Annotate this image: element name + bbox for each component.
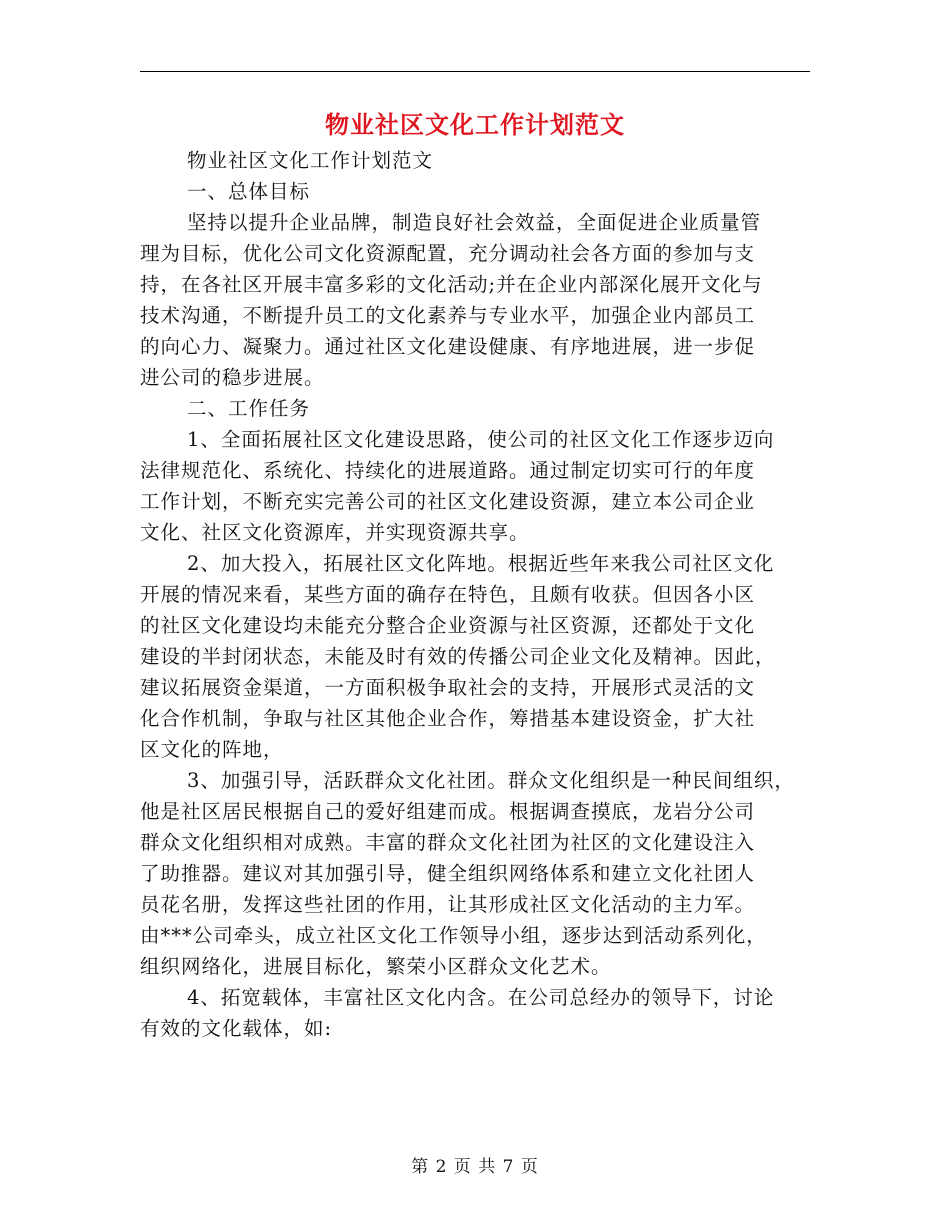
body-line: 开展的情况来看，某些方面的确存在特色，且颇有收获。但因各小区 <box>140 583 756 606</box>
body-line: 组织网络化，进展目标化，繁荣小区群众文化艺术。 <box>140 955 612 978</box>
body-line: 理为目标，优化公司文化资源配置，充分调动社会各方面的参加与支 <box>140 242 756 265</box>
body-line: 建议拓展资金渠道，一方面积极争取社会的支持，开展形式灵活的文 <box>140 676 756 699</box>
body-line: 持，在各社区开展丰富多彩的文化活动;并在企业内部深化展开文化与 <box>140 273 763 296</box>
body-line: 进公司的稳步进展。 <box>140 366 325 389</box>
body-line: 的向心力、凝聚力。通过社区文化建设健康、有序地进展，进一步促 <box>140 335 756 358</box>
body-line: 他是社区居民根据自己的爱好组建而成。根据调查摸底，龙岩分公司 <box>140 800 756 823</box>
body-line: 了助推器。建议对其加强引导，健全组织网络体系和建立文化社团人 <box>140 862 756 885</box>
body-line: 4、拓宽载体，丰富社区文化内含。在公司总经办的领导下，讨论 <box>187 986 775 1009</box>
body-line: 二、工作任务 <box>187 397 311 420</box>
body-line: 工作计划，不断充实完善公司的社区文化建设资源，建立本公司企业 <box>140 490 756 513</box>
body-line: 化合作机制，争取与社区其他企业合作，筹措基本建设资金，扩大社 <box>140 707 756 730</box>
body-line: 有效的文化载体，如: <box>140 1017 333 1040</box>
body-line: 物业社区文化工作计划范文 <box>187 149 434 172</box>
body-line: 2、加大投入，拓展社区文化阵地。根据近些年来我公司社区文化 <box>187 552 775 575</box>
document-title: 物业社区文化工作计划范文 <box>325 110 625 139</box>
body-line: 一、总体目标 <box>187 180 311 203</box>
body-line: 1、全面拓展社区文化建设思路，使公司的社区文化工作逐步迈向 <box>187 428 775 451</box>
body-line: 的社区文化建设均未能充分整合企业资源与社区资源，还都处于文化 <box>140 614 756 637</box>
page-footer: 第 2 页 共 7 页 <box>411 1157 539 1177</box>
body-line: 由***公司牵头，成立社区文化工作领导小组，逐步达到活动系列化， <box>140 924 767 947</box>
body-line: 技术沟通，不断提升员工的文化素养与专业水平，加强企业内部员工 <box>140 304 756 327</box>
body-line: 员花名册，发挥这些社团的作用，让其形成社区文化活动的主力军。 <box>140 893 756 916</box>
document-body <box>140 145 812 1044</box>
body-line: 区文化的阵地， <box>140 738 284 761</box>
body-line: 坚持以提升企业品牌，制造良好社会效益，全面促进企业质量管 <box>187 211 762 234</box>
body-line: 法律规范化、系统化、持续化的进展道路。通过制定切实可行的年度 <box>140 459 756 482</box>
body-line: 建设的半封闭状态，未能及时有效的传播公司企业文化及精神。因此， <box>140 645 776 668</box>
body-line: 群众文化组织相对成熟。丰富的群众文化社团为社区的文化建设注入 <box>140 831 756 854</box>
header-rule <box>140 71 810 72</box>
body-line: 文化、社区文化资源库，并实现资源共享。 <box>140 521 530 544</box>
body-line: 3、加强引导，活跃群众文化社团。群众文化组织是一种民间组织， <box>187 769 795 792</box>
